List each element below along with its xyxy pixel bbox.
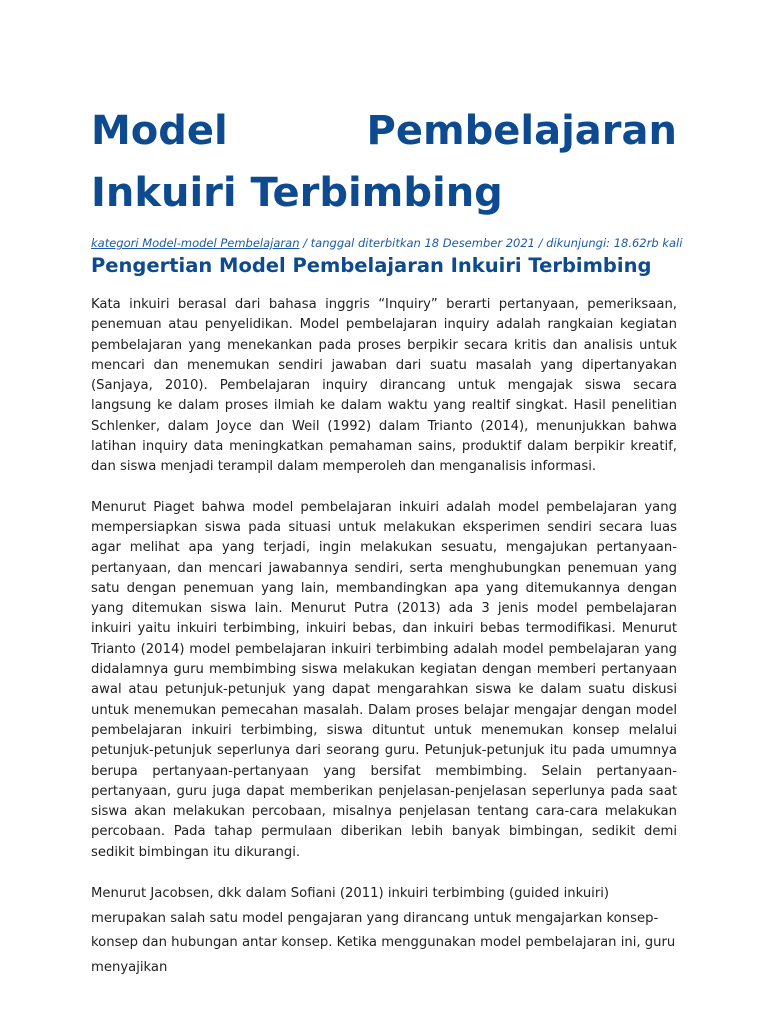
title-line-1 xyxy=(91,100,677,162)
title-line-2: Inkuiri Terbimbing xyxy=(91,170,503,216)
meta-date-visits: / tanggal diterbitkan 18 Desember 2021 / dikunjungi: 18.62rb kali xyxy=(299,236,683,250)
article-title xyxy=(91,0,677,224)
paragraph-1: Kata inkuiri berasal dari bahasa inggris “Inquiry” berarti pertanyaan, pemeriksaan, penemuan atau penyelidikan. Model pembelajaran inquiry adalah rangkaian kegiatan pembelajaran yang menekankan pada proses berpikir secara kritis dan analisis untuk mencari dan menemukan sendiri jawaban dari suatu masalah yang dipertanyakan (Sanjaya, 2010). Pembelajaran inquiry dirancang untuk mengajak siswa secara langsung ke dalam proses ilmiah ke dalam waktu yang realtif singkat. Hasil penelitian Schlenker, dalam Joyce dan Weil (1992) dalam Trianto (2014), menunjukkan bahwa latihan inquiry data meningkatkan pemahaman sains, produktif dalam berpikir kreatif, dan siswa menjadi terampil dalam memperoleh dan menganalisis informasi. xyxy=(91,297,677,475)
title-word-pembelajaran: Pembelajaran xyxy=(366,108,677,154)
section-heading: Pengertian Model Pembelajaran Inkuiri Terbimbing xyxy=(91,254,652,277)
paragraph-3: Menurut Jacobsen, dkk dalam Sofiani (2011) inkuiri terbimbing (guided inkuiri) merupakan salah satu model pengajaran yang dirancang untuk mengajarkan konsep-konsep dan hubungan antar konsep. Ketika menggunakan model pembelajaran ini, guru menyajikan xyxy=(91,886,676,975)
title-word-model: Model xyxy=(91,108,228,154)
paragraph-2: Menurut Piaget bahwa model pembelajaran inkuiri adalah model pembelajaran yang mempersiapkan siswa pada situasi untuk melakukan eksperimen sendiri secara luas agar melihat apa yang terjadi, ingin melakukan sesuatu, mengajukan pertanyaan-pertanyaan, dan mencari jawabannya sendiri, serta menghubungkan penemuan yang satu dengan penemuan yang lain, membandingkan apa yang ditemukannya dengan yang ditemukan siswa lain. Menurut Putra (2013) ada 3 jenis model pembelajaran inkuiri yaitu inkuiri terbimbing, inkuiri bebas, dan inkuiri bebas termodifikasi. Menurut Trianto (2014) model pembelajaran inkuiri terbimbing adalah model pembelajaran yang didalamnya guru membimbing siswa melakukan kegiatan dengan memberi pertanyaan awal atau petunjuk-petunjuk yang dapat mengarahkan siswa ke dalam suatu diskusi untuk menemukan pemecahan masalah. Dalam proses belajar mengajar dengan model pembelajaran inkuiri terbimbing, siswa dituntut untuk menemukan konsep melalui petunjuk-petunjuk seperlunya dari seorang guru. Petunjuk-petunjuk itu pada umumnya berupa pertanyaan-pertanyaan yang bersifat membimbing. Selain pertanyaan-pertanyaan, guru juga dapat memberikan penjelasan-penjelasan seperlunya pada saat siswa akan melakukan percobaan, misalnya penjelasan tentang cara-cara melakukan percobaan. Pada tahap permulaan diberikan lebih banyak bimbingan, sedikit demi sedikit bimbingan itu dikurangi. xyxy=(91,499,677,860)
article xyxy=(91,0,683,980)
article-meta xyxy=(91,236,683,250)
category-link[interactable]: kategori Model-model Pembelajaran xyxy=(91,236,300,250)
